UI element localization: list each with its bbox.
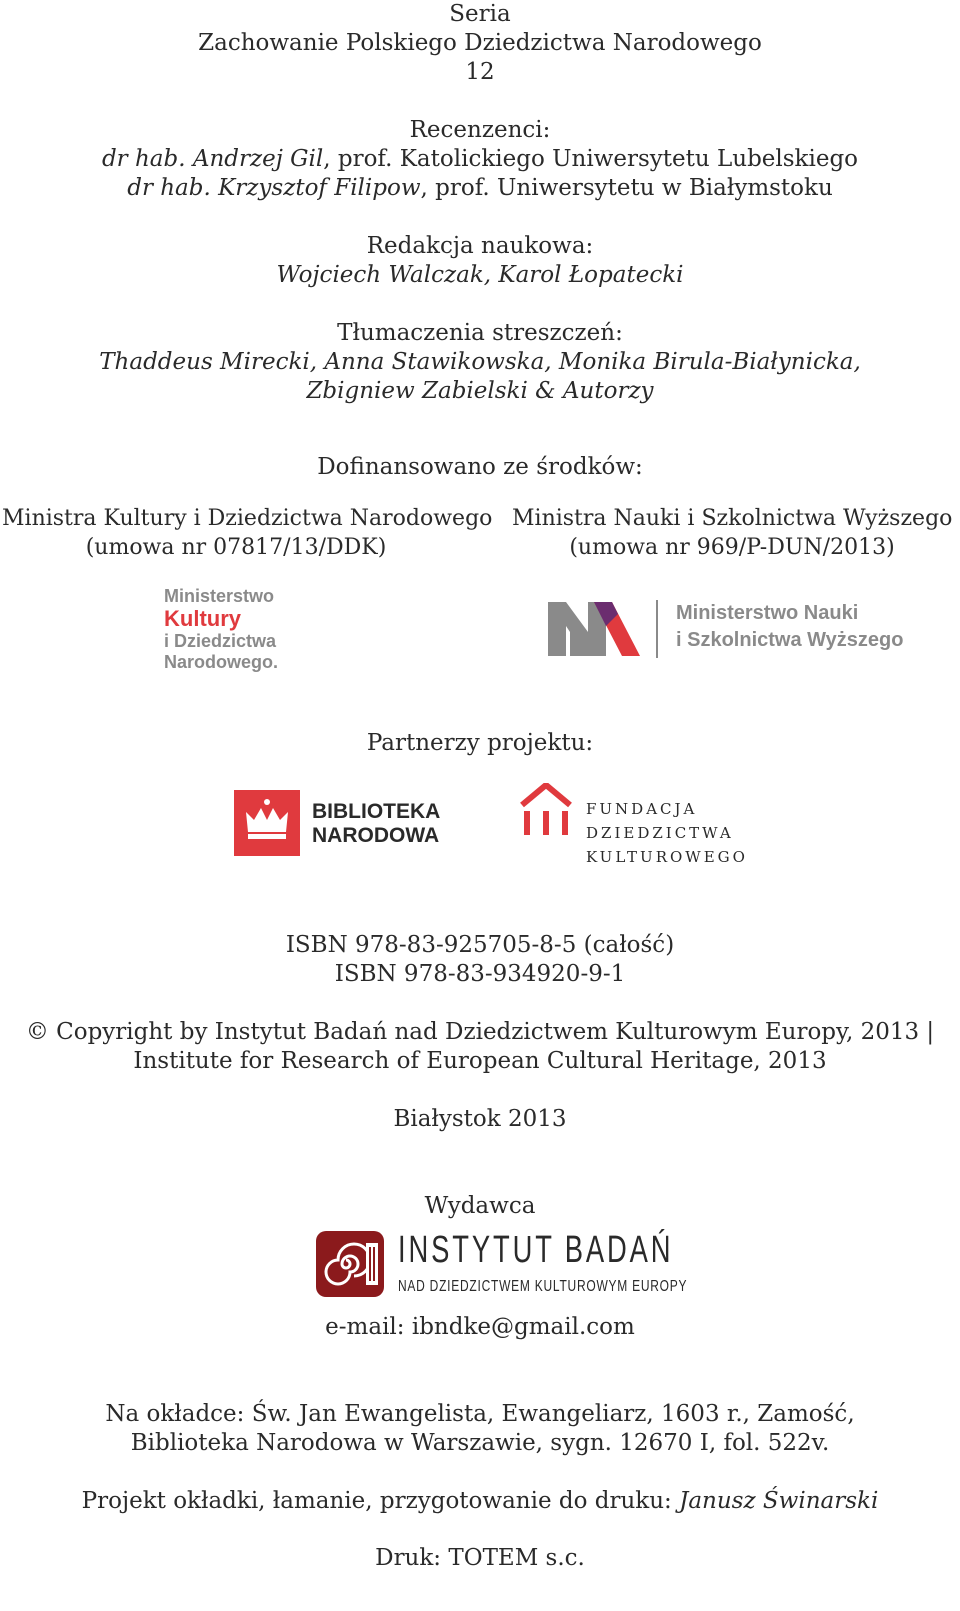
mnisw-logo-divider [656,600,658,658]
publisher-email: e-mail: ibndke@gmail.com [325,1314,635,1340]
bn-logo-line-1: BIBLIOTEKA [312,800,441,823]
mnisw-logo-line-1: Ministerstwo Nauki [676,602,859,624]
fundacja-logo-line-1: FUNDACJA [586,800,698,818]
funding-left-line-2: (umowa nr 07817/13/DDK) [85,535,387,560]
partners-heading: Partnerzy projektu: [366,730,594,756]
reviewer-1 [0,145,960,174]
reviewer-1-name: dr hab. Andrzej Gil [101,146,324,172]
translators-line-1: Thaddeus Mirecki, Anna Stawikowska, Monika Birula-Białynicka, [99,349,861,375]
translations-heading: Tłumaczenia streszczeń: [337,320,623,346]
series-label: Seria [449,1,511,27]
instytut-scroll-icon [316,1231,384,1297]
reviewer-1-affiliation: , prof. Katolickiego Uniwersytetu Lubelskiego [323,146,859,172]
funding-right-line-1: Ministra Nauki i Szkolnictwa Wyższego [512,506,953,531]
copyright-line-1: © Copyright by Instytut Badań nad Dziedzictwem Kulturowym Europy, 2013 | [25,1019,935,1045]
fundacja-logo-line-2: DZIEDZICTWA [586,824,734,842]
mnisw-logo [676,600,916,654]
biblioteka-narodowa-logo [312,800,440,848]
series-number: 12 [465,59,495,85]
print-credit: Druk: TOTEM s.c. [375,1545,585,1571]
fundacja-logo-line-3: KULTUROWEGO [586,848,748,866]
design-name: Janusz Świnarski [679,1488,879,1514]
series-title: Zachowanie Polskiego Dziedzictwa Narodowego [198,30,762,56]
reviewer-2-affiliation: , prof. Uniwersytetu w Białymstoku [420,175,833,201]
isbn-line-1: ISBN 978-83-925705-8-5 (całość) [285,932,675,958]
mnisw-logo-line-2: i Szkolnictwa Wyższego [676,629,904,651]
mnisw-emblem-icon [548,602,642,656]
biblioteka-narodowa-crown-icon [234,790,300,856]
editors-heading: Redakcja naukowa: [366,233,594,259]
isbn-line-2: ISBN 978-83-934920-9-1 [334,961,626,987]
mkidn-logo-line-3: i Dziedzictwa [164,631,277,651]
place-year: Białystok 2013 [393,1106,567,1132]
design-credit [0,1487,960,1516]
fundacja-house-icon [520,783,572,837]
instytut-logo-main: INSTYTUT BADAŃ [398,1229,674,1271]
cover-line-2: Biblioteka Narodowa w Warszawie, sygn. 12670 I, fol. 522v. [130,1430,830,1456]
funding-heading: Dofinansowano ze środków: [317,454,643,480]
bn-logo-line-2: NARODOWA [312,824,440,847]
reviewer-2-name: dr hab. Krzysztof Filipow [127,175,421,201]
fundacja-logo [586,797,748,869]
mkidn-logo-line-4: Narodowego. [164,652,279,672]
mkidn-logo [164,586,324,673]
funding-left-line-1: Ministra Kultury i Dziedzictwa Narodowego [2,506,493,531]
copyright-line-2: Institute for Research of European Cultural Heritage, 2013 [133,1048,827,1074]
translators-line-2: Zbigniew Zabielski & Autorzy [306,378,654,404]
instytut-logo-sub: NAD DZIEDZICTWEM KULTUROWYM EUROPY [398,1278,688,1295]
reviewers-heading: Recenzenci: [409,117,551,143]
reviewer-2 [0,174,960,203]
funding-right-line-2: (umowa nr 969/P-DUN/2013) [569,535,895,560]
design-label: Projekt okładki, łamanie, przygotowanie do druku: [81,1488,680,1514]
cover-line-1: Na okładce: Św. Jan Ewangelista, Ewangeliarz, 1603 r., Zamość, [105,1401,855,1427]
mkidn-logo-line-1: Ministerstwo [164,586,275,606]
mkidn-logo-line-2: Kultury [164,606,241,631]
publisher-heading: Wydawca [424,1193,536,1219]
editors-names: Wojciech Walczak, Karol Łopatecki [276,262,684,288]
